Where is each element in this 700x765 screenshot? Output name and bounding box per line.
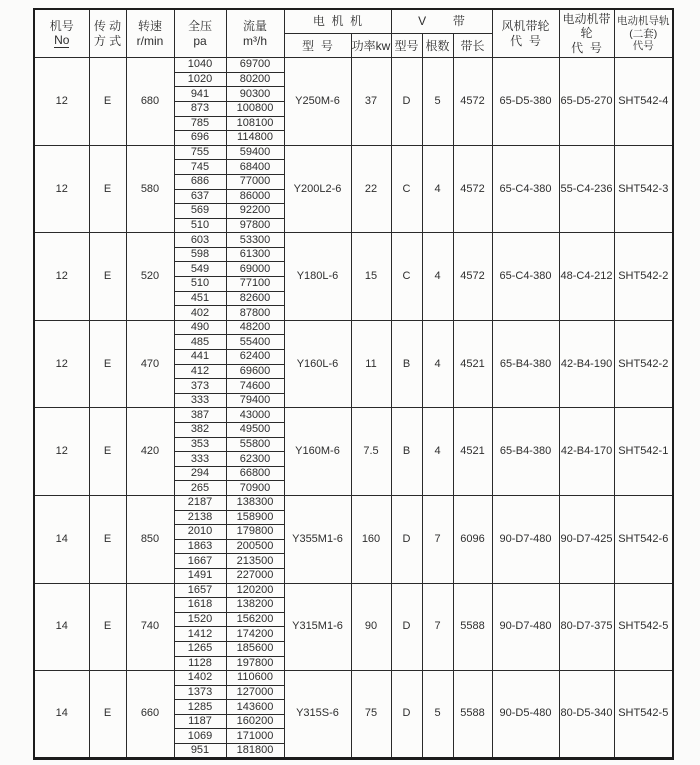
- cell-pressure: 1667: [174, 554, 226, 569]
- header-belt-length: 带长: [453, 34, 492, 58]
- cell-motor-model: Y250M-6: [284, 58, 351, 146]
- cell-machine-no: 12: [34, 58, 89, 146]
- table-row: [34, 671, 673, 686]
- cell-motor-model: Y355M1-6: [284, 495, 351, 583]
- table-row: [34, 320, 673, 335]
- cell-motor-model: Y180L-6: [284, 233, 351, 321]
- cell-belt-count: 7: [422, 495, 453, 583]
- cell-belt-type: D: [391, 583, 422, 671]
- header-pressure: 全压 pa: [174, 9, 226, 58]
- cell-flow: 138200: [226, 598, 284, 613]
- cell-motor-model: Y200L2-6: [284, 145, 351, 233]
- cell-belt-count: 4: [422, 145, 453, 233]
- cell-pressure: 1412: [174, 627, 226, 642]
- cell-speed: 520: [126, 233, 174, 321]
- cell-flow: 156200: [226, 612, 284, 627]
- header-machine-no-cn: 机号: [49, 18, 74, 33]
- table-row: [34, 233, 673, 248]
- cell-pressure: 1069: [174, 729, 226, 744]
- cell-motor-pulley-code: 42-B4-190: [559, 320, 614, 408]
- header-flow: 流量 m³/h: [226, 9, 284, 58]
- cell-drive-type: E: [89, 408, 126, 496]
- cell-pressure: 951: [174, 744, 226, 759]
- cell-flow: 69700: [226, 58, 284, 73]
- cell-flow: 55800: [226, 437, 284, 452]
- cell-pressure: 686: [174, 174, 226, 189]
- cell-flow: 120200: [226, 583, 284, 598]
- cell-pressure: 510: [174, 277, 226, 292]
- cell-motor-model: Y160M-6: [284, 408, 351, 496]
- cell-flow: 197800: [226, 656, 284, 671]
- cell-motor-rail-code: SHT542-1: [614, 408, 673, 496]
- cell-flow: 97800: [226, 218, 284, 233]
- cell-pressure: 2138: [174, 510, 226, 525]
- cell-motor-rail-code: SHT542-5: [614, 583, 673, 671]
- cell-drive-type: E: [89, 495, 126, 583]
- cell-flow: 143600: [226, 700, 284, 715]
- cell-belt-count: 4: [422, 320, 453, 408]
- table-row: [34, 408, 673, 423]
- cell-flow: 185600: [226, 641, 284, 656]
- cell-pressure: 1618: [174, 598, 226, 613]
- cell-motor-pulley-code: 65-D5-270: [559, 58, 614, 146]
- cell-pressure: 755: [174, 145, 226, 160]
- cell-pressure: 441: [174, 350, 226, 365]
- cell-pressure: 485: [174, 335, 226, 350]
- cell-pressure: 696: [174, 131, 226, 146]
- header-fan-pulley: 风机带轮 代 号: [492, 9, 559, 58]
- cell-flow: 127000: [226, 685, 284, 700]
- cell-motor-power: 160: [351, 495, 391, 583]
- cell-flow: 181800: [226, 744, 284, 759]
- table-body: [34, 58, 673, 759]
- cell-belt-count: 4: [422, 408, 453, 496]
- cell-pressure: 1040: [174, 58, 226, 73]
- cell-belt-type: D: [391, 58, 422, 146]
- cell-flow: 62300: [226, 452, 284, 467]
- cell-speed: 680: [126, 58, 174, 146]
- cell-pressure: 603: [174, 233, 226, 248]
- cell-flow: 110600: [226, 671, 284, 686]
- cell-pressure: 1128: [174, 656, 226, 671]
- cell-pressure: 373: [174, 379, 226, 394]
- cell-pressure: 2187: [174, 495, 226, 510]
- cell-pressure: 1187: [174, 714, 226, 729]
- cell-belt-length: 4572: [453, 58, 492, 146]
- cell-motor-pulley-code: 48-C4-212: [559, 233, 614, 321]
- cell-pressure: 941: [174, 87, 226, 102]
- cell-flow: 82600: [226, 291, 284, 306]
- cell-pressure: 598: [174, 247, 226, 262]
- cell-pressure: 637: [174, 189, 226, 204]
- cell-speed: 470: [126, 320, 174, 408]
- cell-pressure: 382: [174, 423, 226, 438]
- cell-motor-power: 22: [351, 145, 391, 233]
- cell-pressure: 412: [174, 364, 226, 379]
- cell-belt-length: 5588: [453, 583, 492, 671]
- cell-flow: 77000: [226, 174, 284, 189]
- cell-motor-power: 11: [351, 320, 391, 408]
- cell-flow: 68400: [226, 160, 284, 175]
- cell-motor-pulley-code: 90-D7-425: [559, 495, 614, 583]
- cell-flow: 90300: [226, 87, 284, 102]
- cell-speed: 660: [126, 671, 174, 759]
- cell-pressure: 510: [174, 218, 226, 233]
- cell-motor-rail-code: SHT542-6: [614, 495, 673, 583]
- cell-pressure: 353: [174, 437, 226, 452]
- cell-machine-no: 14: [34, 583, 89, 671]
- cell-machine-no: 12: [34, 233, 89, 321]
- cell-flow: 48200: [226, 320, 284, 335]
- cell-speed: 740: [126, 583, 174, 671]
- cell-machine-no: 14: [34, 495, 89, 583]
- cell-motor-model: Y160L-6: [284, 320, 351, 408]
- cell-pressure: 1402: [174, 671, 226, 686]
- cell-pressure: 1265: [174, 641, 226, 656]
- cell-flow: 80200: [226, 72, 284, 87]
- cell-motor-rail-code: SHT542-5: [614, 671, 673, 759]
- cell-fan-pulley-code: 65-C4-380: [492, 145, 559, 233]
- header-motor-group: 电 机 机: [284, 9, 391, 34]
- cell-flow: 108100: [226, 116, 284, 131]
- cell-motor-rail-code: SHT542-2: [614, 233, 673, 321]
- cell-flow: 171000: [226, 729, 284, 744]
- cell-pressure: 873: [174, 101, 226, 116]
- cell-motor-pulley-code: 80-D7-375: [559, 583, 614, 671]
- table-row: [34, 495, 673, 510]
- table-row: [34, 58, 673, 73]
- header-motor-power: 功率kw: [351, 34, 391, 58]
- cell-flow: 43000: [226, 408, 284, 423]
- cell-motor-model: Y315S-6: [284, 671, 351, 759]
- cell-motor-power: 75: [351, 671, 391, 759]
- cell-belt-count: 5: [422, 58, 453, 146]
- cell-machine-no: 12: [34, 320, 89, 408]
- cell-belt-length: 5588: [453, 671, 492, 759]
- cell-motor-pulley-code: 42-B4-170: [559, 408, 614, 496]
- cell-belt-count: 4: [422, 233, 453, 321]
- cell-belt-type: C: [391, 145, 422, 233]
- cell-flow: 55400: [226, 335, 284, 350]
- cell-flow: 69600: [226, 364, 284, 379]
- table-header: [34, 9, 673, 58]
- cell-flow: 179800: [226, 525, 284, 540]
- cell-pressure: 387: [174, 408, 226, 423]
- cell-motor-rail-code: SHT542-3: [614, 145, 673, 233]
- header-drive-type: 传 动 方 式: [89, 9, 126, 58]
- header-motor-pulley: 电动机带轮 代 号: [559, 9, 614, 58]
- cell-flow: 174200: [226, 627, 284, 642]
- cell-fan-pulley-code: 90-D5-480: [492, 671, 559, 759]
- header-vbelt-group: V 带: [391, 9, 492, 34]
- table-row: [34, 145, 673, 160]
- cell-pressure: 1491: [174, 568, 226, 583]
- header-belt-count: 根数: [422, 34, 453, 58]
- cell-pressure: 1520: [174, 612, 226, 627]
- cell-flow: 227000: [226, 568, 284, 583]
- cell-flow: 59400: [226, 145, 284, 160]
- cell-drive-type: E: [89, 145, 126, 233]
- spec-table: [33, 8, 674, 760]
- cell-belt-type: B: [391, 408, 422, 496]
- cell-belt-length: 4572: [453, 145, 492, 233]
- cell-belt-length: 6096: [453, 495, 492, 583]
- cell-flow: 92200: [226, 204, 284, 219]
- cell-belt-length: 4521: [453, 408, 492, 496]
- cell-pressure: 333: [174, 393, 226, 408]
- cell-flow: 86000: [226, 189, 284, 204]
- cell-flow: 77100: [226, 277, 284, 292]
- cell-pressure: 451: [174, 291, 226, 306]
- cell-flow: 69000: [226, 262, 284, 277]
- cell-flow: 114800: [226, 131, 284, 146]
- cell-flow: 200500: [226, 539, 284, 554]
- cell-machine-no: 12: [34, 408, 89, 496]
- cell-fan-pulley-code: 90-D7-480: [492, 495, 559, 583]
- cell-motor-rail-code: SHT542-2: [614, 320, 673, 408]
- cell-belt-type: D: [391, 495, 422, 583]
- cell-speed: 580: [126, 145, 174, 233]
- header-machine-no: [34, 9, 89, 58]
- cell-drive-type: E: [89, 583, 126, 671]
- cell-pressure: 745: [174, 160, 226, 175]
- cell-pressure: 490: [174, 320, 226, 335]
- cell-flow: 62400: [226, 350, 284, 365]
- header-speed: 转速 r/min: [126, 9, 174, 58]
- cell-motor-pulley-code: 55-C4-236: [559, 145, 614, 233]
- header-motor-rail: 电动机导轨 (二套) 代号: [614, 9, 673, 58]
- cell-motor-power: 7.5: [351, 408, 391, 496]
- cell-pressure: 2010: [174, 525, 226, 540]
- cell-fan-pulley-code: 65-C4-380: [492, 233, 559, 321]
- cell-belt-count: 5: [422, 671, 453, 759]
- cell-pressure: 1373: [174, 685, 226, 700]
- cell-flow: 79400: [226, 393, 284, 408]
- cell-flow: 138300: [226, 495, 284, 510]
- cell-motor-power: 90: [351, 583, 391, 671]
- cell-pressure: 1863: [174, 539, 226, 554]
- cell-flow: 160200: [226, 714, 284, 729]
- cell-flow: 66800: [226, 466, 284, 481]
- cell-flow: 49500: [226, 423, 284, 438]
- cell-fan-pulley-code: 65-B4-380: [492, 320, 559, 408]
- cell-speed: 420: [126, 408, 174, 496]
- cell-pressure: 402: [174, 306, 226, 321]
- cell-motor-power: 37: [351, 58, 391, 146]
- header-machine-no-en: No: [54, 33, 70, 48]
- cell-pressure: 294: [174, 466, 226, 481]
- cell-fan-pulley-code: 65-D5-380: [492, 58, 559, 146]
- cell-pressure: 549: [174, 262, 226, 277]
- cell-fan-pulley-code: 65-B4-380: [492, 408, 559, 496]
- cell-pressure: 333: [174, 452, 226, 467]
- cell-drive-type: E: [89, 58, 126, 146]
- cell-drive-type: E: [89, 320, 126, 408]
- cell-flow: 61300: [226, 247, 284, 262]
- cell-belt-count: 7: [422, 583, 453, 671]
- cell-speed: 850: [126, 495, 174, 583]
- cell-pressure: 1657: [174, 583, 226, 598]
- table-row: [34, 583, 673, 598]
- cell-motor-model: Y315M1-6: [284, 583, 351, 671]
- cell-pressure: 569: [174, 204, 226, 219]
- cell-fan-pulley-code: 90-D7-480: [492, 583, 559, 671]
- cell-machine-no: 12: [34, 145, 89, 233]
- cell-flow: 74600: [226, 379, 284, 394]
- header-belt-model: 型号: [391, 34, 422, 58]
- cell-belt-length: 4572: [453, 233, 492, 321]
- cell-machine-no: 14: [34, 671, 89, 759]
- cell-belt-type: D: [391, 671, 422, 759]
- cell-pressure: 1020: [174, 72, 226, 87]
- cell-flow: 70900: [226, 481, 284, 496]
- cell-pressure: 785: [174, 116, 226, 131]
- cell-motor-rail-code: SHT542-4: [614, 58, 673, 146]
- cell-flow: 53300: [226, 233, 284, 248]
- cell-drive-type: E: [89, 671, 126, 759]
- cell-pressure: 1285: [174, 700, 226, 715]
- cell-flow: 100800: [226, 101, 284, 116]
- cell-motor-pulley-code: 80-D5-340: [559, 671, 614, 759]
- cell-belt-type: C: [391, 233, 422, 321]
- cell-flow: 158900: [226, 510, 284, 525]
- cell-flow: 87800: [226, 306, 284, 321]
- cell-flow: 213500: [226, 554, 284, 569]
- cell-pressure: 265: [174, 481, 226, 496]
- header-motor-model: 型 号: [284, 34, 351, 58]
- cell-motor-power: 15: [351, 233, 391, 321]
- cell-belt-length: 4521: [453, 320, 492, 408]
- cell-belt-type: B: [391, 320, 422, 408]
- cell-drive-type: E: [89, 233, 126, 321]
